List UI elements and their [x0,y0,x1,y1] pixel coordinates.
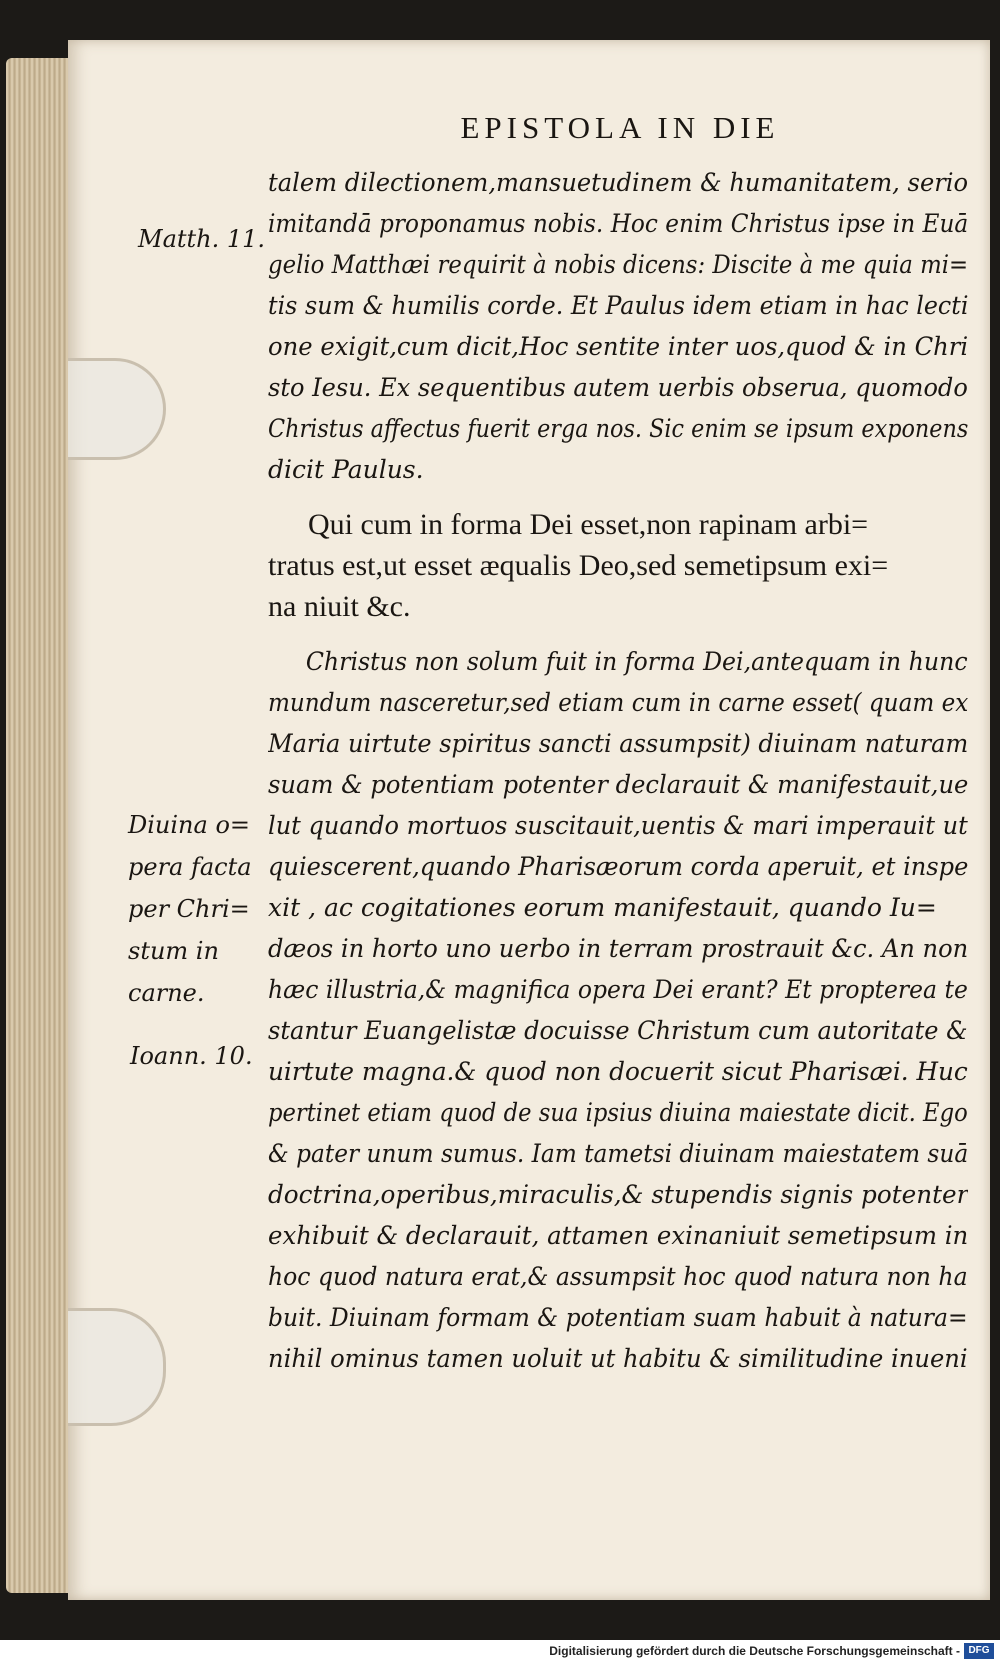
text-line: xit , ac cogitationes eorum manifestauit, quando Iu= [268,893,937,922]
margin-note-line: Ioann. 10. [130,1042,253,1070]
text-line: doctrina,operibus,miraculis,& stupendis signis potenter [268,1180,968,1209]
text-line: gelio Matthæi requirit à nobis dicens: Discite à me quia mi= [268,250,968,279]
page-edges [6,58,76,1593]
margin-note-line: per Chri= [128,895,250,923]
margin-note-line: pera facta [128,853,252,881]
running-head: EPISTOLA IN DIE [460,110,780,145]
dfg-logo-icon: DFG [964,1643,994,1659]
text-line: hæc illustria,& magnifica opera Dei erant? Et propterea te [268,975,968,1004]
scripture-line: Qui cum in forma Dei esset,non rapinam arbi= [308,508,869,541]
footer-credit: Digitalisierung gefördert durch die Deutsche Forschungsgemeinschaft - [549,1644,960,1658]
margin-note-ioann [130,1035,253,1077]
scripture-line: tratus est,ut esset æqualis Deo,sed semetipsum exi= [268,549,889,582]
clasp-band-upper [68,358,166,460]
margin-note-line: Matth. 11. [138,225,266,253]
text-line: tis sum & humilis corde. Et Paulus idem etiam in hac lecti [268,291,968,320]
text-line: exhibuit & declarauit, attamen exinaniuit semetipsum in [268,1221,968,1250]
margin-note-line: carne. [128,979,205,1007]
text-line: talem dilectionem,mansuetudinem & humanitatem, serio [268,168,968,197]
margin-note-diuina [128,804,252,1014]
text-line: quiescerent,quando Pharisæorum corda aperuit, et inspe [268,852,968,881]
text-line: Maria uirtute spiritus sancti assumpsit) diuinam naturam [268,729,968,758]
margin-note-line: stum in [128,937,219,965]
text-line: stantur Euangelistæ docuisse Christum cum autoritate & [268,1016,968,1045]
paragraph-gap [268,490,968,504]
text-line: sto Iesu. Ex sequentibus autem uerbis obserua, quomodo [268,373,968,402]
text-line: imitandā proponamus nobis. Hoc enim Christus ipse in Euā [268,209,968,238]
text-line: mundum nasceretur,sed etiam cum in carne esset( quam ex [268,688,968,717]
margin-note-line: Diuina o= [128,811,251,839]
text-line: lut quando mortuos suscitauit,uentis & mari imperauit ut [268,811,968,840]
text-line: dæos in horto uno uerbo in terram prostrauit &c. An non [268,934,968,963]
text-line: uirtute magna.& quod non docuerit sicut Pharisæi. Huc [268,1057,968,1086]
main-text [268,162,968,1379]
clasp-band-lower [68,1308,166,1426]
text-line: hoc quod natura erat,& assumpsit hoc quod natura non ha [268,1262,968,1291]
text-line: Christus non solum fuit in forma Dei,antequam in hunc [305,647,968,676]
text-line: nihil ominus tamen uoluit ut habitu & similitudine inueni [268,1344,968,1373]
scripture-line: na niuit &c. [268,590,411,623]
text-line: suam & potentiam potenter declarauit & manifestauit,ue [268,770,968,799]
text-line: & pater unum sumus. Iam tametsi diuinam maiestatem suā [268,1139,968,1168]
text-line: pertinet etiam quod de sua ipsius diuina maiestate dicit. Ego [268,1098,968,1127]
margin-note-matth [138,218,265,260]
paragraph-gap [268,627,968,641]
text-line: dicit Paulus. [268,455,424,484]
text-line: Christus affectus fuerit erga nos. Sic enim se ipsum exponens [268,414,968,443]
text-line: one exigit,cum dicit,Hoc sentite inter uos,quod & in Chri [268,332,968,361]
text-line: buit. Diuinam formam & potentiam suam habuit à natura= [268,1303,968,1332]
